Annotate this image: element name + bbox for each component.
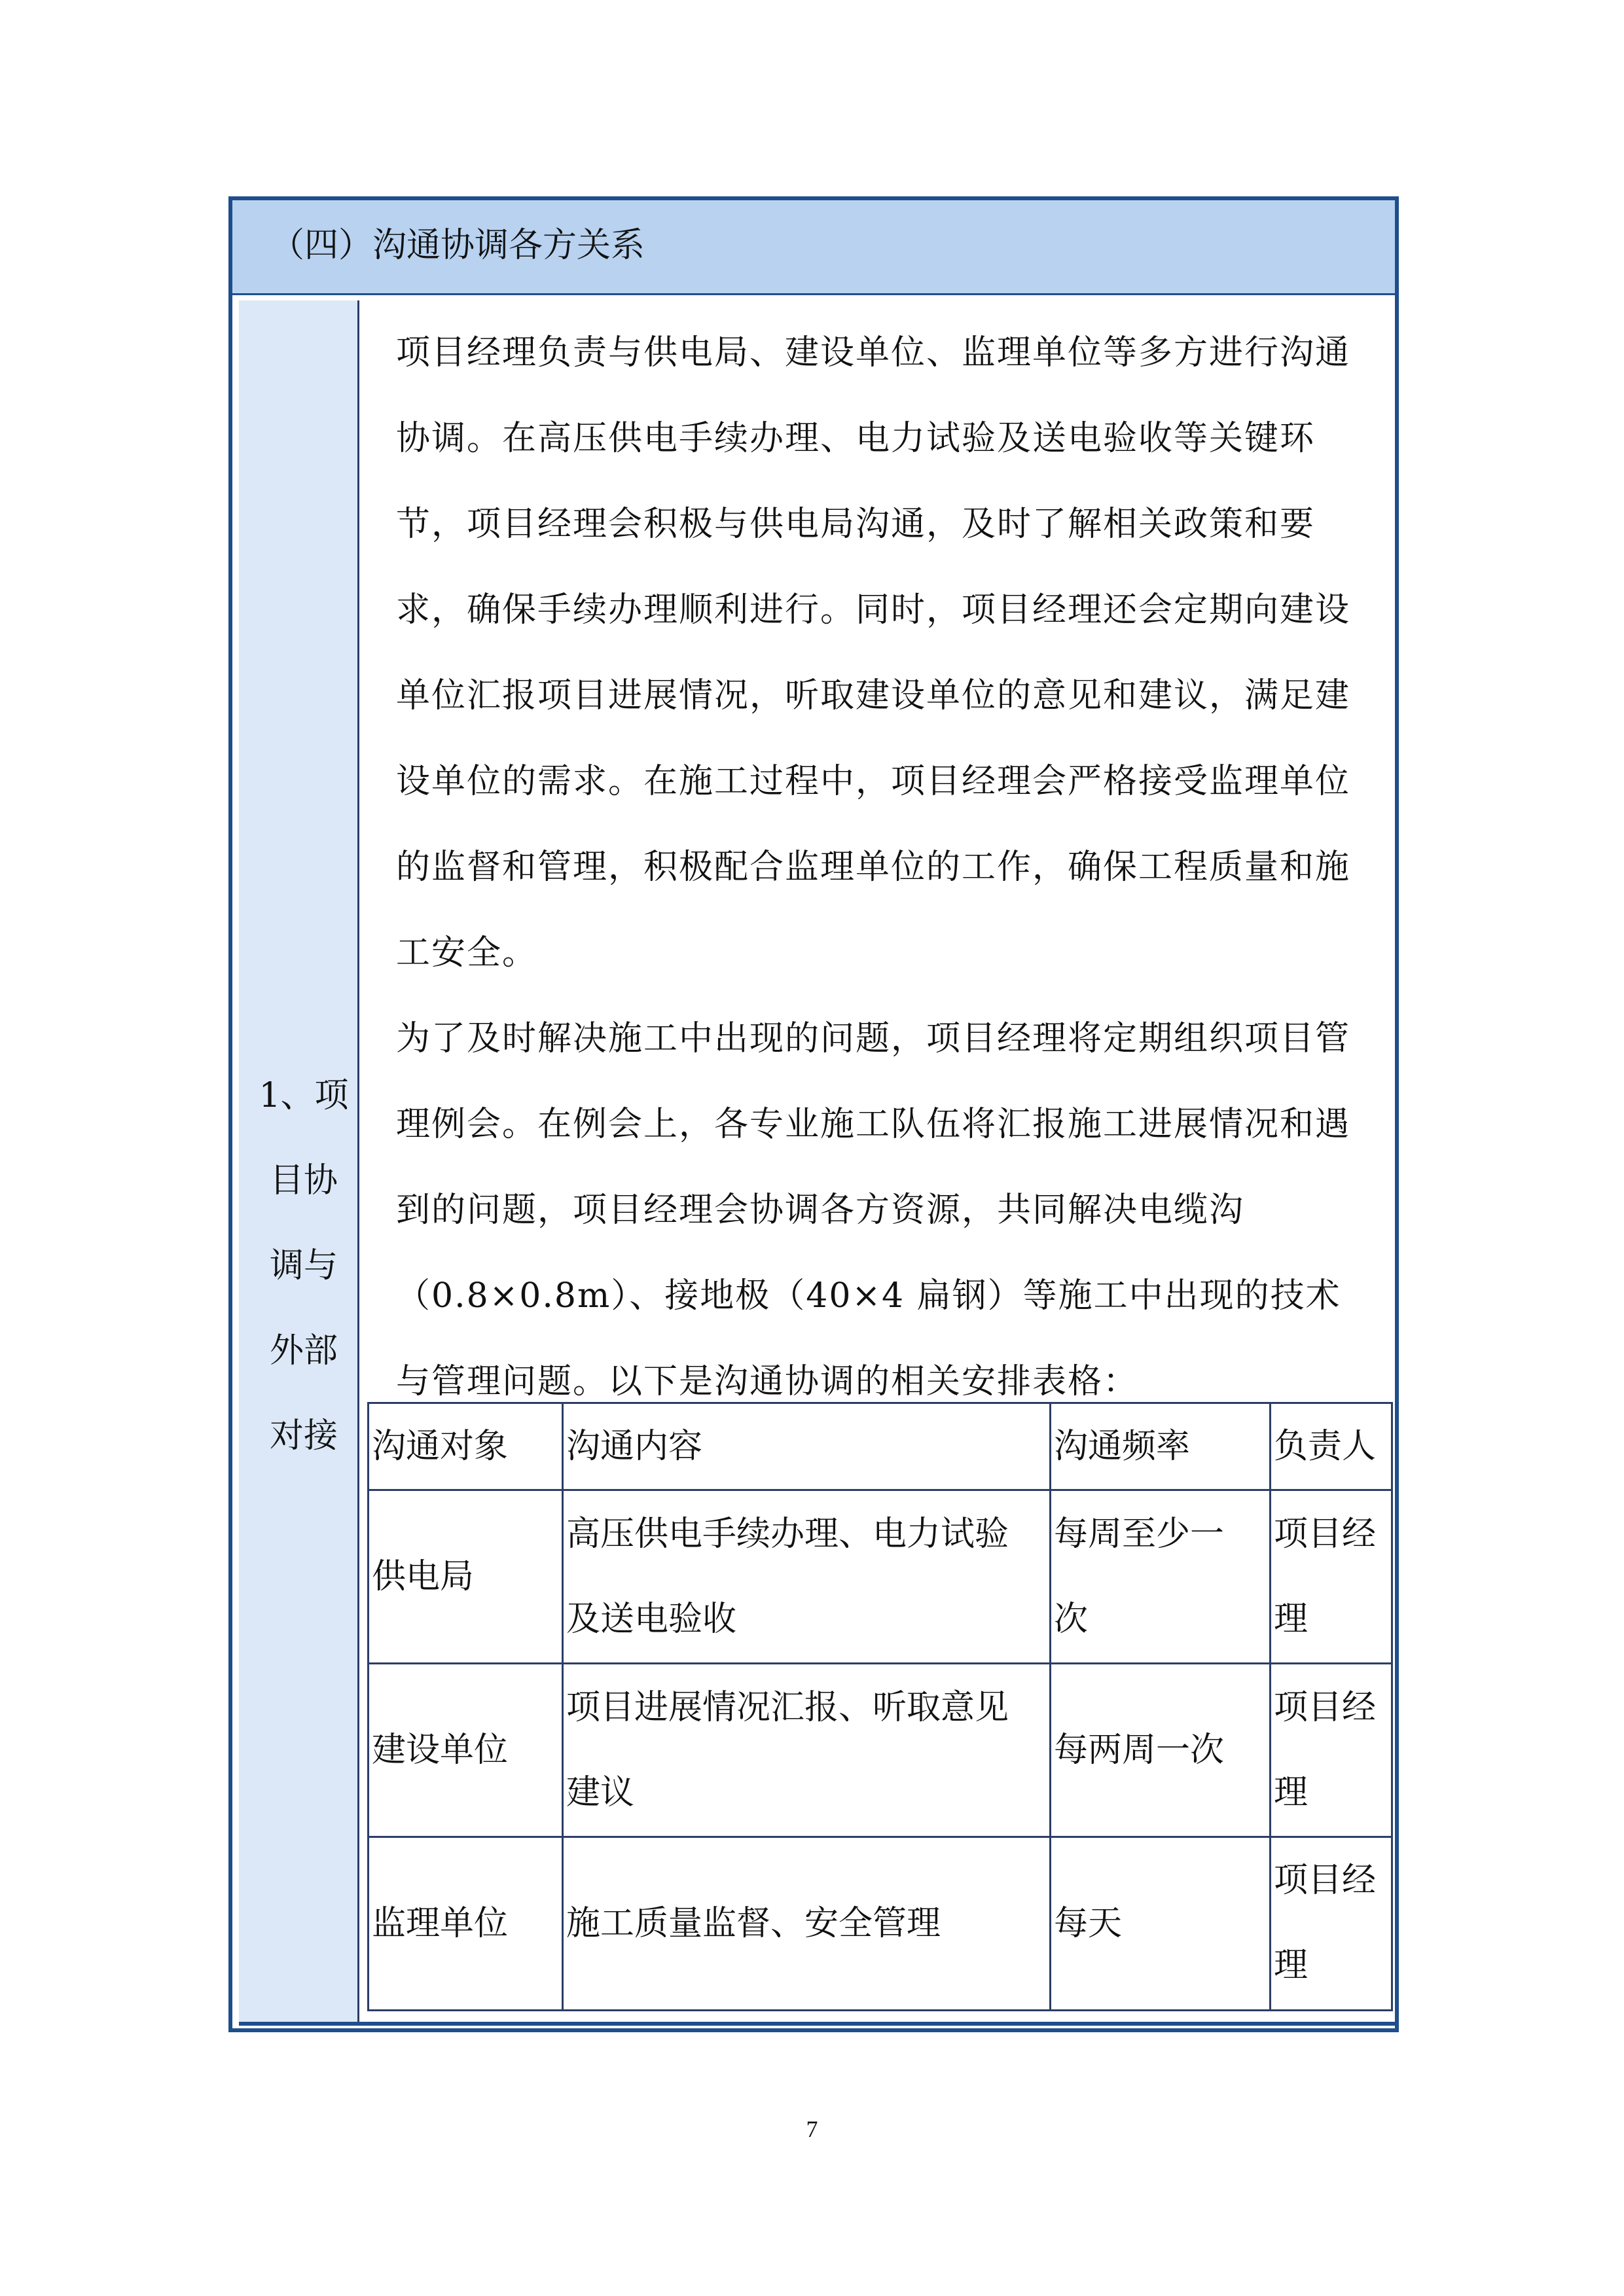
item-label-line: 目协 [269,1161,338,1200]
cell-line: 理 [1274,1773,1308,1812]
page-number: 7 [806,2116,818,2142]
cell-line: 及送电验收 [566,1600,737,1639]
section-header [232,200,1395,295]
column-header-frequency: 沟通频率 [1051,1403,1271,1490]
cell-content [563,1837,1051,2011]
cell-owner [1271,1837,1392,2011]
cell-line: 项目经 [1274,1515,1377,1554]
cell-frequency [1051,1837,1271,2011]
section-frame [228,196,1399,2032]
cell-line: 每两周一次 [1054,1731,1225,1770]
cell-line: 项目进展情况汇报、听取意见 [566,1688,1009,1727]
cell-line: 次 [1054,1600,1089,1639]
cell-frequency [1051,1490,1271,1664]
item-label [255,1053,353,1479]
coordination-table [367,1402,1393,2011]
table-row [369,1664,1392,1837]
cell-line: 每天 [1054,1904,1123,1943]
cell-line: 项目经 [1274,1688,1377,1727]
cell-line: 每周至少一 [1054,1515,1225,1554]
column-header-owner: 负责人 [1271,1403,1392,1490]
cell-content [563,1490,1051,1664]
content-paragraph: 项目经理负责与供电局、建设单位、监理单位等多方进行沟通协调。在高压供电手续办理、电力试验及送电验收等关键环节，项目经理会积极与供电局沟通，及时了解相关政策和要求，确保手续办理顺利进行。同时，项目经理还会定期向建设单位汇报项目进展情况，听取建设单位的意见和建议，满足建设单位的需求。在施工过程中，项目经理会严格接受监理单位的监督和管理，积极配合监理单位的工作，确保工程质量和施工安全。 [396,333,1351,973]
cell-content [563,1664,1051,1837]
cell-owner [1271,1664,1392,1837]
item-label-line: 对接 [269,1416,338,1456]
table-header-row [369,1403,1392,1490]
cell-line: 施工质量监督、安全管理 [566,1904,941,1943]
item-label-line: 外部 [269,1331,338,1371]
column-header-target: 沟通对象 [369,1403,563,1490]
cell-line: 建议 [566,1773,635,1812]
section-title: （四）沟通协调各方关系 [270,226,645,265]
column-header-content: 沟通内容 [563,1403,1051,1490]
cell-frequency [1051,1664,1271,1837]
cell-target: 建设单位 [369,1664,563,1837]
content-paragraph: 为了及时解决施工中出现的问题，项目经理将定期组织项目管理例会。在例会上，各专业施工队伍将汇报施工进展情况和遇到的问题，项目经理会协调各方资源，共同解决电缆沟（0.8×0.8m）、接地极（40×4 扁钢）等施工中出现的技术与管理问题。以下是沟通协调的相关安排表格： [396,1019,1351,1401]
item-label-line: 1、项 [259,1076,349,1115]
table-row [369,1837,1392,2011]
table-row [369,1490,1392,1664]
cell-owner [1271,1490,1392,1664]
cell-line: 理 [1274,1600,1308,1639]
content-body [396,310,1358,1425]
cell-line: 项目经 [1274,1861,1377,1900]
cell-target: 监理单位 [369,1837,563,2011]
cell-line: 高压供电手续办理、电力试验 [566,1515,1009,1554]
frame-bottom-rule [239,2022,1395,2026]
item-label-line: 调与 [269,1246,338,1285]
item-label-column [239,300,359,2022]
cell-line: 理 [1274,1946,1308,1985]
cell-target: 供电局 [369,1490,563,1664]
